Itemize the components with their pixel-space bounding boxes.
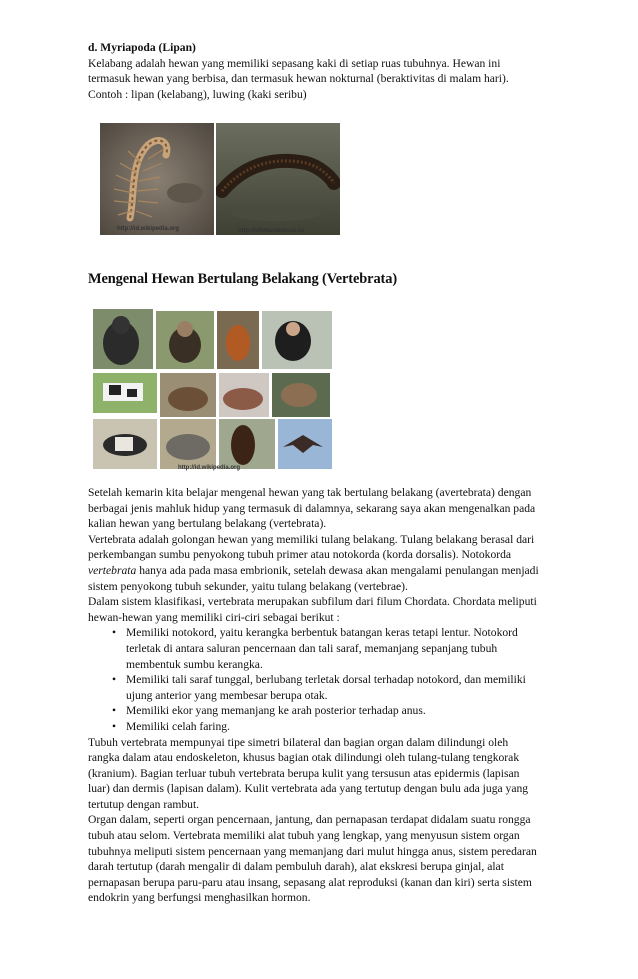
para2-line-4: sistem penyokong tubuh sekunder, yaitu tulang belakang (vertebrae). (88, 579, 408, 593)
para1-line-1: Setelah kemarin kita belajar mengenal hewan yang tak bertulang belakang (avertebrata) dengan (88, 486, 532, 499)
collage-credit: http://id.wikipedia.org (178, 465, 240, 471)
para1-line-2: berbagai jenis mahluk hidup yang termasuk di dalamnya, sekarang saya akan mengenalkan pada (88, 501, 536, 515)
para5-line-4: darah tertutup (darah mengalir di dalam pembuluh darah), alat ekskresi berupa ginjal, alat (88, 860, 504, 874)
centipede-credit: http://id.wikipedia.org (117, 226, 179, 232)
para4-line-3: (kranium). Bagian terluar tubuh vertebrata berupa kulit yang tersusun atas epidermis (lapisan (88, 766, 520, 780)
para5-line-5: pernapasan berupa paru-paru atau insang, sepasang alat reproduksi (kanan dan kiri) serta sistem (88, 875, 532, 889)
cow-photo (93, 373, 157, 413)
para3-line-2: hewan-hewan yang memiliki ciri-ciri sebagai berikut : (88, 610, 340, 624)
gorilla-photo (93, 309, 153, 369)
orangutan-photo (217, 311, 259, 369)
list-item: • Memiliki tali saraf tunggal, berlubang terletak dorsal terhadap notokord, dan memiliki ujung anterior yang membesar berupa otak. (126, 672, 578, 703)
vertebrata-heading: Mengenal Hewan Bertulang Belakang (Vertebrata) (88, 271, 398, 287)
list-item: • Memiliki celah faring. (126, 719, 578, 735)
para4-line-1: Tubuh vertebrata mempunyai tipe simetri bilateral dan bagian organ dalam dilindungi oleh (88, 735, 509, 749)
chimp-young-photo (262, 311, 332, 369)
para4-line-4: luar) dan dermis (lapisan dalam). Kulit vertebrata ada yang tertutup dengan bulu ada juga yang (88, 782, 529, 796)
para2-line-3-rest: hanya ada pada masa embrionik, setelah dewasa akan mengalami penulangan menjadi (136, 563, 539, 577)
para2-line-1: Vertebrata adalah golongan hewan yang memiliki tulang belakang. Tulang belakang berasal dari (88, 532, 535, 546)
para1-line-3: kalian hewan yang bertulang belakang (vertebrata). (88, 517, 327, 531)
list-item: • Memiliki notokord, yaitu kerangka berbentuk batangan keras tetapi lentur. Notokord terletak di antara saluran pencernaan dan tali saraf, memanjang sepanjang tubuh membentuk sumbu kerangka. (126, 625, 578, 672)
para5-line-6: endokrin yang berfungsi menghasilkan hormon. (88, 891, 311, 905)
myriapoda-line-2: termasuk hewan yang berbisa, dan termasuk hewan nokturnal (beraktivitas di malam hari). (88, 72, 509, 86)
para5-line-3: tubuhnya meliputi sistem pencernaan yang memanjang dari mulut hingga anus, sistem peredaran (88, 844, 537, 858)
para5-line-2: tubuh atau selom. Vertebrata memiliki alat tubuh yang lengkap, yang menyusun sistem organ (88, 829, 520, 843)
myriapoda-section (88, 40, 578, 102)
millipede-credit: http://sfilmaslana.co.cc (238, 228, 305, 234)
tapir-photo (93, 419, 157, 469)
para4-line-2: rangka dalam atau endoskeleton, khusus bagian otak dilindungi oleh tulang-tulang tengkorak (88, 751, 520, 765)
para2-italic-word: vertebrata (88, 563, 137, 577)
horse-photo (219, 419, 275, 469)
millipede-photo (216, 123, 340, 235)
myriapoda-line-1: Kelabang adalah hewan yang memiliki sepasang kaki di setiap ruas tubuhnya. Hewan ini (88, 56, 501, 70)
centipede-photo (100, 123, 214, 235)
vertebrata-body (88, 485, 578, 906)
rhino-photo (160, 419, 216, 469)
para5-line-1: Organ dalam, seperti organ pencernaan, jantung, dan pernapasan terdapat didalam suatu rongga (88, 813, 531, 827)
para2-line-3 (88, 563, 578, 579)
bat-photo (278, 419, 332, 469)
chordata-traits-list (88, 625, 578, 734)
list-item: • Memiliki ekor yang memanjang ke arah posterior terhadap anus. (126, 703, 578, 719)
para2-line-2: perkembangan sumbu penyokong tubuh primer atau notokorda (korda dorsalis). Notokorda (88, 548, 512, 562)
para4-line-5: tertutup dengan rambut. (88, 797, 200, 811)
vertebrata-collage (93, 307, 333, 474)
para3-line-1: Dalam sistem klasifikasi, vertebrata merupakan subfilum dari filum Chordata. Chordata meliputi (88, 595, 537, 609)
deer-photo (272, 373, 330, 417)
chimpanzee-photo (156, 311, 214, 369)
buffalo-photo (160, 373, 216, 417)
pig-photo (219, 373, 269, 417)
myriapoda-line-3: Contoh : lipan (kelabang), luwing (kaki seribu) (88, 87, 307, 101)
myriapoda-heading: d. Myriapoda (Lipan) (88, 41, 196, 54)
